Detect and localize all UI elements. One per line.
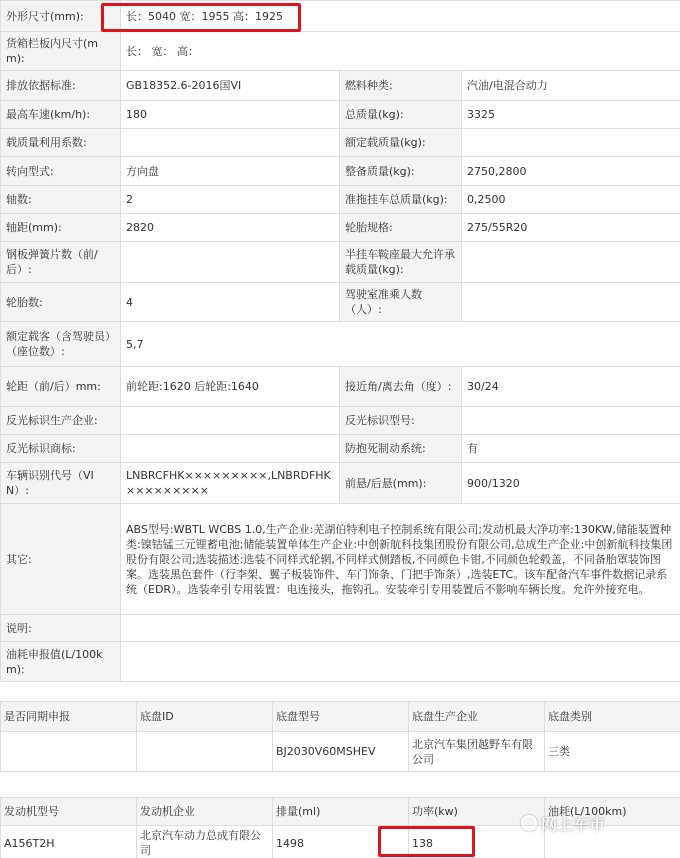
load-util-value [121,129,340,157]
abs-label: 防抱死制动系统: [340,435,462,463]
chassis-table [0,701,680,772]
abs-value: 有 [462,435,680,463]
max-speed-label: 最高车速(km/h): [1,101,121,129]
engine-header-cell: 排量(ml) [273,798,409,826]
other-value: ABS型号:WBTL WCBS 1.0,生产企业:芜湖伯特利电子控制系统有限公司;发动机最大净功率:130KW,储能装置种类:镍钴锰三元锂蓄电池;储能装置单体生产企业:中创新航科技集团股份有限公司,总成生产企业:中创新航科技集团股份有限公司;选装描述:选装不同样式轮辋,不同样式侧踏板,不同颜色卡钳,不同颜色轮毂盖，不同备胎罩装饰图案。选装黑色套件（行李架、翼子板装饰件、车门饰条、门把手饰条）,选装ETC。该车配备汽车事件数据记录系统（EDR）。选装牵引专用装置：电连接头，拖钩孔。安装牵引专用装置后不影响车辆长度。允许外接充电。 [121,504,680,615]
track-label: 轮距（前/后）mm: [1,367,121,407]
reflector-brand-label: 反光标识商标: [1,435,121,463]
spec-row-max-speed [1,101,680,129]
spec-row-seats [1,322,680,367]
trailer-mass-value: 0,2500 [462,186,680,214]
dimensions-value: 长：5040 宽：1955 高：1925 [121,1,680,32]
spec-row-reflector-brand [1,435,680,463]
spec-row-note [1,615,680,642]
chassis-header-cell: 底盘类别 [545,702,680,732]
chassis-header-cell: 底盘型号 [273,702,409,732]
cargo-box-value: 长： 宽： 高： [121,32,680,71]
spec-row-load-util [1,129,680,157]
chassis-cell: 三类 [545,732,680,772]
emission-value: GB18352.6-2016国VI [121,71,340,101]
leaf-spring-value [121,242,340,283]
emission-label: 排放依据标准: [1,71,121,101]
chassis-header-cell: 底盘ID [137,702,273,732]
engine-cell: 138 [409,826,545,858]
reflector-model-label: 反光标识型号: [340,407,462,435]
tire-count-value: 4 [121,283,340,322]
reflector-maker-label: 反光标识生产企业: [1,407,121,435]
overhang-label: 前悬/后悬(mm): [340,463,462,504]
engine-header-cell: 功率(kw) [409,798,545,826]
reflector-brand-value [121,435,340,463]
note-label: 说明: [1,615,121,642]
vin-value: LNBRCFHK×××××××××,LNBRDFHK××××××××× [121,463,340,504]
axles-label: 轴数: [1,186,121,214]
seats-value: 5,7 [121,322,680,367]
chassis-cell [137,732,273,772]
axles-value: 2 [121,186,340,214]
other-label: 其它: [1,504,121,615]
curb-mass-value: 2750,2800 [462,157,680,186]
engine-header-cell: 发动机型号 [1,798,137,826]
saddle-mass-label: 半挂车鞍座最大允许承载质量(kg): [340,242,462,283]
reflector-maker-value [121,407,340,435]
spec-row-track [1,367,680,407]
fuel-label: 燃料种类: [340,71,462,101]
overhang-value: 900/1320 [462,463,680,504]
cargo-box-label: 货箱栏板内尺寸(mm): [1,32,121,71]
cab-passengers-label: 驾驶室准乘人数（人）: [340,283,462,322]
watermark-text: 网上车市 [541,814,606,834]
chassis-cell: BJ2030V60MSHEV [273,732,409,772]
chassis-cell [1,732,137,772]
dimensions-label: 外形尺寸(mm): [1,1,121,32]
wheelbase-label: 轴距(mm): [1,214,121,242]
engine-cell: A156T2H [1,826,137,858]
fuel-consumption-value [121,642,680,682]
saddle-mass-value [462,242,680,283]
chassis-header-cell: 是否同期申报 [1,702,137,732]
spec-row-reflector-maker [1,407,680,435]
fuel-value: 汽油/电混合动力 [462,71,680,101]
total-mass-label: 总质量(kg): [340,101,462,129]
rated-load-value [462,129,680,157]
seats-label: 额定载客（含驾驶员）（座位数）: [1,322,121,367]
steering-label: 转向型式: [1,157,121,186]
steering-wheel-icon [521,815,537,831]
engine-cell: 北京汽车动力总成有限公司 [137,826,273,858]
reflector-model-value [462,407,680,435]
spec-row-axles [1,186,680,214]
spec-row-steering [1,157,680,186]
rated-load-label: 额定载质量(kg): [340,129,462,157]
spec-row-wheelbase [1,214,680,242]
watermark [521,812,655,834]
spec-row-cargo-box [1,32,680,71]
leaf-spring-label: 钢板弹簧片数（前/后）: [1,242,121,283]
chassis-cell: 北京汽车集团越野车有限公司 [409,732,545,772]
chassis-header-cell: 底盘生产企业 [409,702,545,732]
tire-spec-label: 轮胎规格: [340,214,462,242]
cab-passengers-value [462,283,680,322]
trailer-mass-label: 准拖挂车总质量(kg): [340,186,462,214]
spec-row-leaf-spring [1,242,680,283]
angle-value: 30/24 [462,367,680,407]
chassis-header-row [1,702,680,732]
engine-cell: 1498 [273,826,409,858]
spec-row-emission [1,71,680,101]
table-row [1,732,680,772]
load-util-label: 载质量利用系数: [1,129,121,157]
note-value [121,615,680,642]
spec-row-fuel-consumption [1,642,680,682]
max-speed-value: 180 [121,101,340,129]
engine-header-cell: 发动机企业 [137,798,273,826]
steering-value: 方向盘 [121,157,340,186]
vin-label: 车辆识别代号（VIN）: [1,463,121,504]
spec-row-dimensions [1,1,680,32]
track-value: 前轮距:1620 后轮距:1640 [121,367,340,407]
spec-row-tire-count [1,283,680,322]
tire-count-label: 轮胎数: [1,283,121,322]
spec-row-other [1,504,680,615]
total-mass-value: 3325 [462,101,680,129]
engine-header-cell: 油耗(L/100km) [545,798,680,826]
curb-mass-label: 整备质量(kg): [340,157,462,186]
tire-spec-value: 275/55R20 [462,214,680,242]
fuel-consumption-label: 油耗申报值(L/100km): [1,642,121,682]
wheelbase-value: 2820 [121,214,340,242]
angle-label: 接近角/离去角（度）: [340,367,462,407]
spec-row-vin [1,463,680,504]
